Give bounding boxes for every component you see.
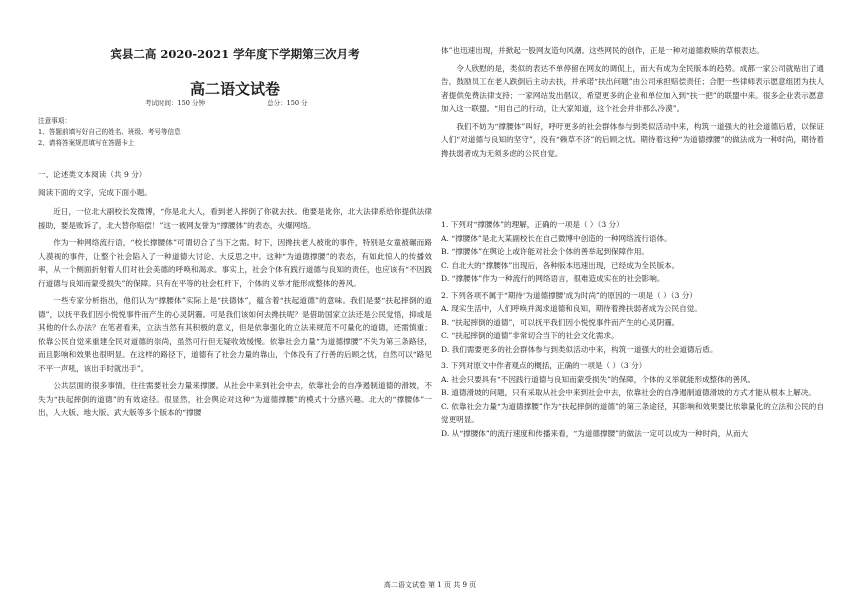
paragraph: 体”也迅速出现，并掀起一股网友造句风潮。这些网民的创作，正是一种对道德救赎的草根表达。	[441, 46, 764, 55]
paragraph: 令人欣慰的是，类似的表达不单停留在网友的调侃上，而大有成为全民版本的趋势。成都一家公司就贴出了通告，鼓励员工在老人跌倒后主动去扶，并承诺“扶出问题”由公司承担赔偿责任；合肥一些律师表示愿意组团为扶人者提供免费法律支持；一家网站发出倡议，希望更多的企业和单位加入到“扶一把”的联盟中来。很多企业表示愿意加入这一联盟。“用自己的行动，让大家知道，这个社会并非那么冷漠”。	[441, 63, 824, 113]
question-option: D. “撑腰体”作为一种流行的网络语言，很难造成实在的社会影响。	[441, 274, 665, 283]
question-option: D. 我们需要更多的社会群体参与到类似活动中来，构筑一道强大的社会道德后盾。	[441, 344, 718, 354]
exam-meta	[145, 98, 368, 107]
passage-right	[441, 44, 824, 164]
question-option: C. 依靠社会力量“为道德撑腰”作为“扶起摔倒的道德”的第三条途径，其影响和效果要比依靠量化的立法和公民的自觉更明显。	[441, 401, 824, 424]
paper-title: 高二语文试卷	[189, 80, 280, 98]
notes-label: 注意事项：	[38, 117, 71, 125]
section-intro	[38, 168, 432, 199]
question-stem: 1. 下列对“撑腰体”的理解，正确的一项是（ ）（3 分）	[441, 220, 624, 229]
question-option: A. 社会只要具有“不因践行道德与良知而蒙受损失”的保障，个体的义举就能形成整体的善风。	[441, 374, 756, 384]
question-option: A. 现实生活中，人们呼唤并渴求道德和良知，期待着搀扶弱者成为公民自觉。	[441, 304, 702, 313]
paragraph: 公共层面的很多事情，往往需要社会力量来撑腰。从社会中来到社会中去，依靠社会的自净遏制道德的滑坡，不失为“扶起摔倒的道德”的有效途径。很显然，社会舆论对这种“为道德撑腰”的模式十分感兴趣。北大的“撑腰体”一出，人大版、地大版、武大版等多个版本的“撑腰	[38, 381, 432, 417]
exam-score: 总分：150 分	[267, 99, 308, 107]
paragraph: 作为一种网络流行语，“校长撑腰体”可谓切合了当下之需。时下，因搀扶老人被讹的事件，特别是女童被碾而路人漠视的事件，让整个社会陷入了一种道德大讨论、大反思之中。这种“为道德撑腰”的表态，有如此惊人的传播效率，从一个侧面折射着人们对社会美德的呼唤和渴求。事实上，社会个体有践行道德与良知的责任，也应该有“不因践行道德与良知而蒙受损失”的保障。只有在平等的社会杠杆下，个体的义举才能形成整体的善风。	[38, 238, 432, 288]
question-option: B. “撑腰体”在舆论上或许能对社会个体的善举起到保障作用。	[441, 247, 650, 256]
question-1	[441, 218, 824, 286]
exam-time: 考试时间：150 分钟	[145, 99, 205, 107]
question-option: C. “扶起摔倒的道德”非常切合当下的社会文化需求。	[441, 331, 619, 340]
notes	[38, 116, 432, 149]
question-option: B. “扶起摔倒的道德”，可以抚平我们因小悦悦事件而产生的心灵阴霾。	[441, 317, 680, 327]
paragraph: 近日，一位北大副校长发微博，“你是北大人，看到老人摔倒了你就去扶。他要是讹你，北大法律系给你提供法律援助，要是败诉了，北大替你赔偿！”这一被网友誉为“撑腰体”的表态，火爆网络。	[38, 207, 432, 230]
question-option: B. 道德滑坡的问题，只有采取从社会中来到社会中去，依靠社会的自净遏制道德滑坡的方式才能从根本上解决。	[441, 388, 816, 397]
question-stem: 3. 下列对原文中作者观点的概括，正确的一项是（ ）（3 分）	[441, 361, 647, 370]
note-item: 2、请将答案规范填写在答题卡上	[38, 139, 135, 147]
question-stem: 2. 下列各项不属于“期待‘为道德撑腰’成为时尚”的原因的一项是（ ）（3 分）	[441, 290, 697, 300]
page-footer: 高二语文试卷 第 1 页 共 9 页	[383, 581, 477, 589]
paragraph: 一些专家分析指出，他们认为“撑腰体”实际上是“扶德体”，蕴含着“扶起道德”的意味。我们是要“扶起摔倒的道德”，以抚平我们因小悦悦事件而产生的心灵阴霾。可是我们该如何去搀扶呢？是借助国家立法还是公民觉悟，抑或是其他的什么办法？在笔者看来，立法当然有其积极的意义，但是依靠强化的立法来规范不可量化的道德，还需慎重；依靠公民自觉来重建全民对道德的崇尚，虽然可行但无疑收效缓慢。依靠社会力量“为道德撑腰”不失为第三条路径，而且影响和效果也很明显。在这样的路径下，道德有了社会力量的靠山，个体没有了行善的后顾之忧，自然可以“路见不平一声吼，该出手时就出手”。	[38, 296, 432, 373]
question-3	[441, 359, 824, 440]
question-option: A. “撑腰体”是北大某副校长在自己微博中创造的一种网络流行语体。	[441, 233, 672, 243]
question-option: C. 自北大的“撑腰体”出现后，各种版本迅速出现，已经成为全民版本。	[441, 260, 680, 270]
section-heading: 一、论述类文本阅读（共 9 分）	[38, 170, 147, 179]
passage-left	[38, 205, 432, 420]
note-item: 1、答题前填写好自己的姓名、班级、考号等信息	[38, 128, 181, 136]
section-instruction: 阅读下面的文字，完成下面小题。	[38, 187, 152, 197]
question-option: D. 从“撑腰体”的流行速度和传播来看，“为道德撑腰”的做法一定可以成为一种时尚，从而大	[441, 428, 749, 438]
questions	[441, 218, 824, 440]
question-2	[441, 289, 824, 357]
exam-title: 宾县二高 2020-2021 学年度下学期第三次月考	[110, 47, 360, 61]
paragraph: 我们不妨为“撑腰体”叫好，呼吁更多的社会群体参与到类似活动中来，构筑一道强大的社会道德后盾，以保证人们“对道德与良知的坚守”，没有“赖草不济”的后顾之忧。期待着这种“为道德撑腰”的做法成为一种时尚，期待着搀扶弱者成为无须多虑的公民自觉。	[441, 121, 824, 158]
